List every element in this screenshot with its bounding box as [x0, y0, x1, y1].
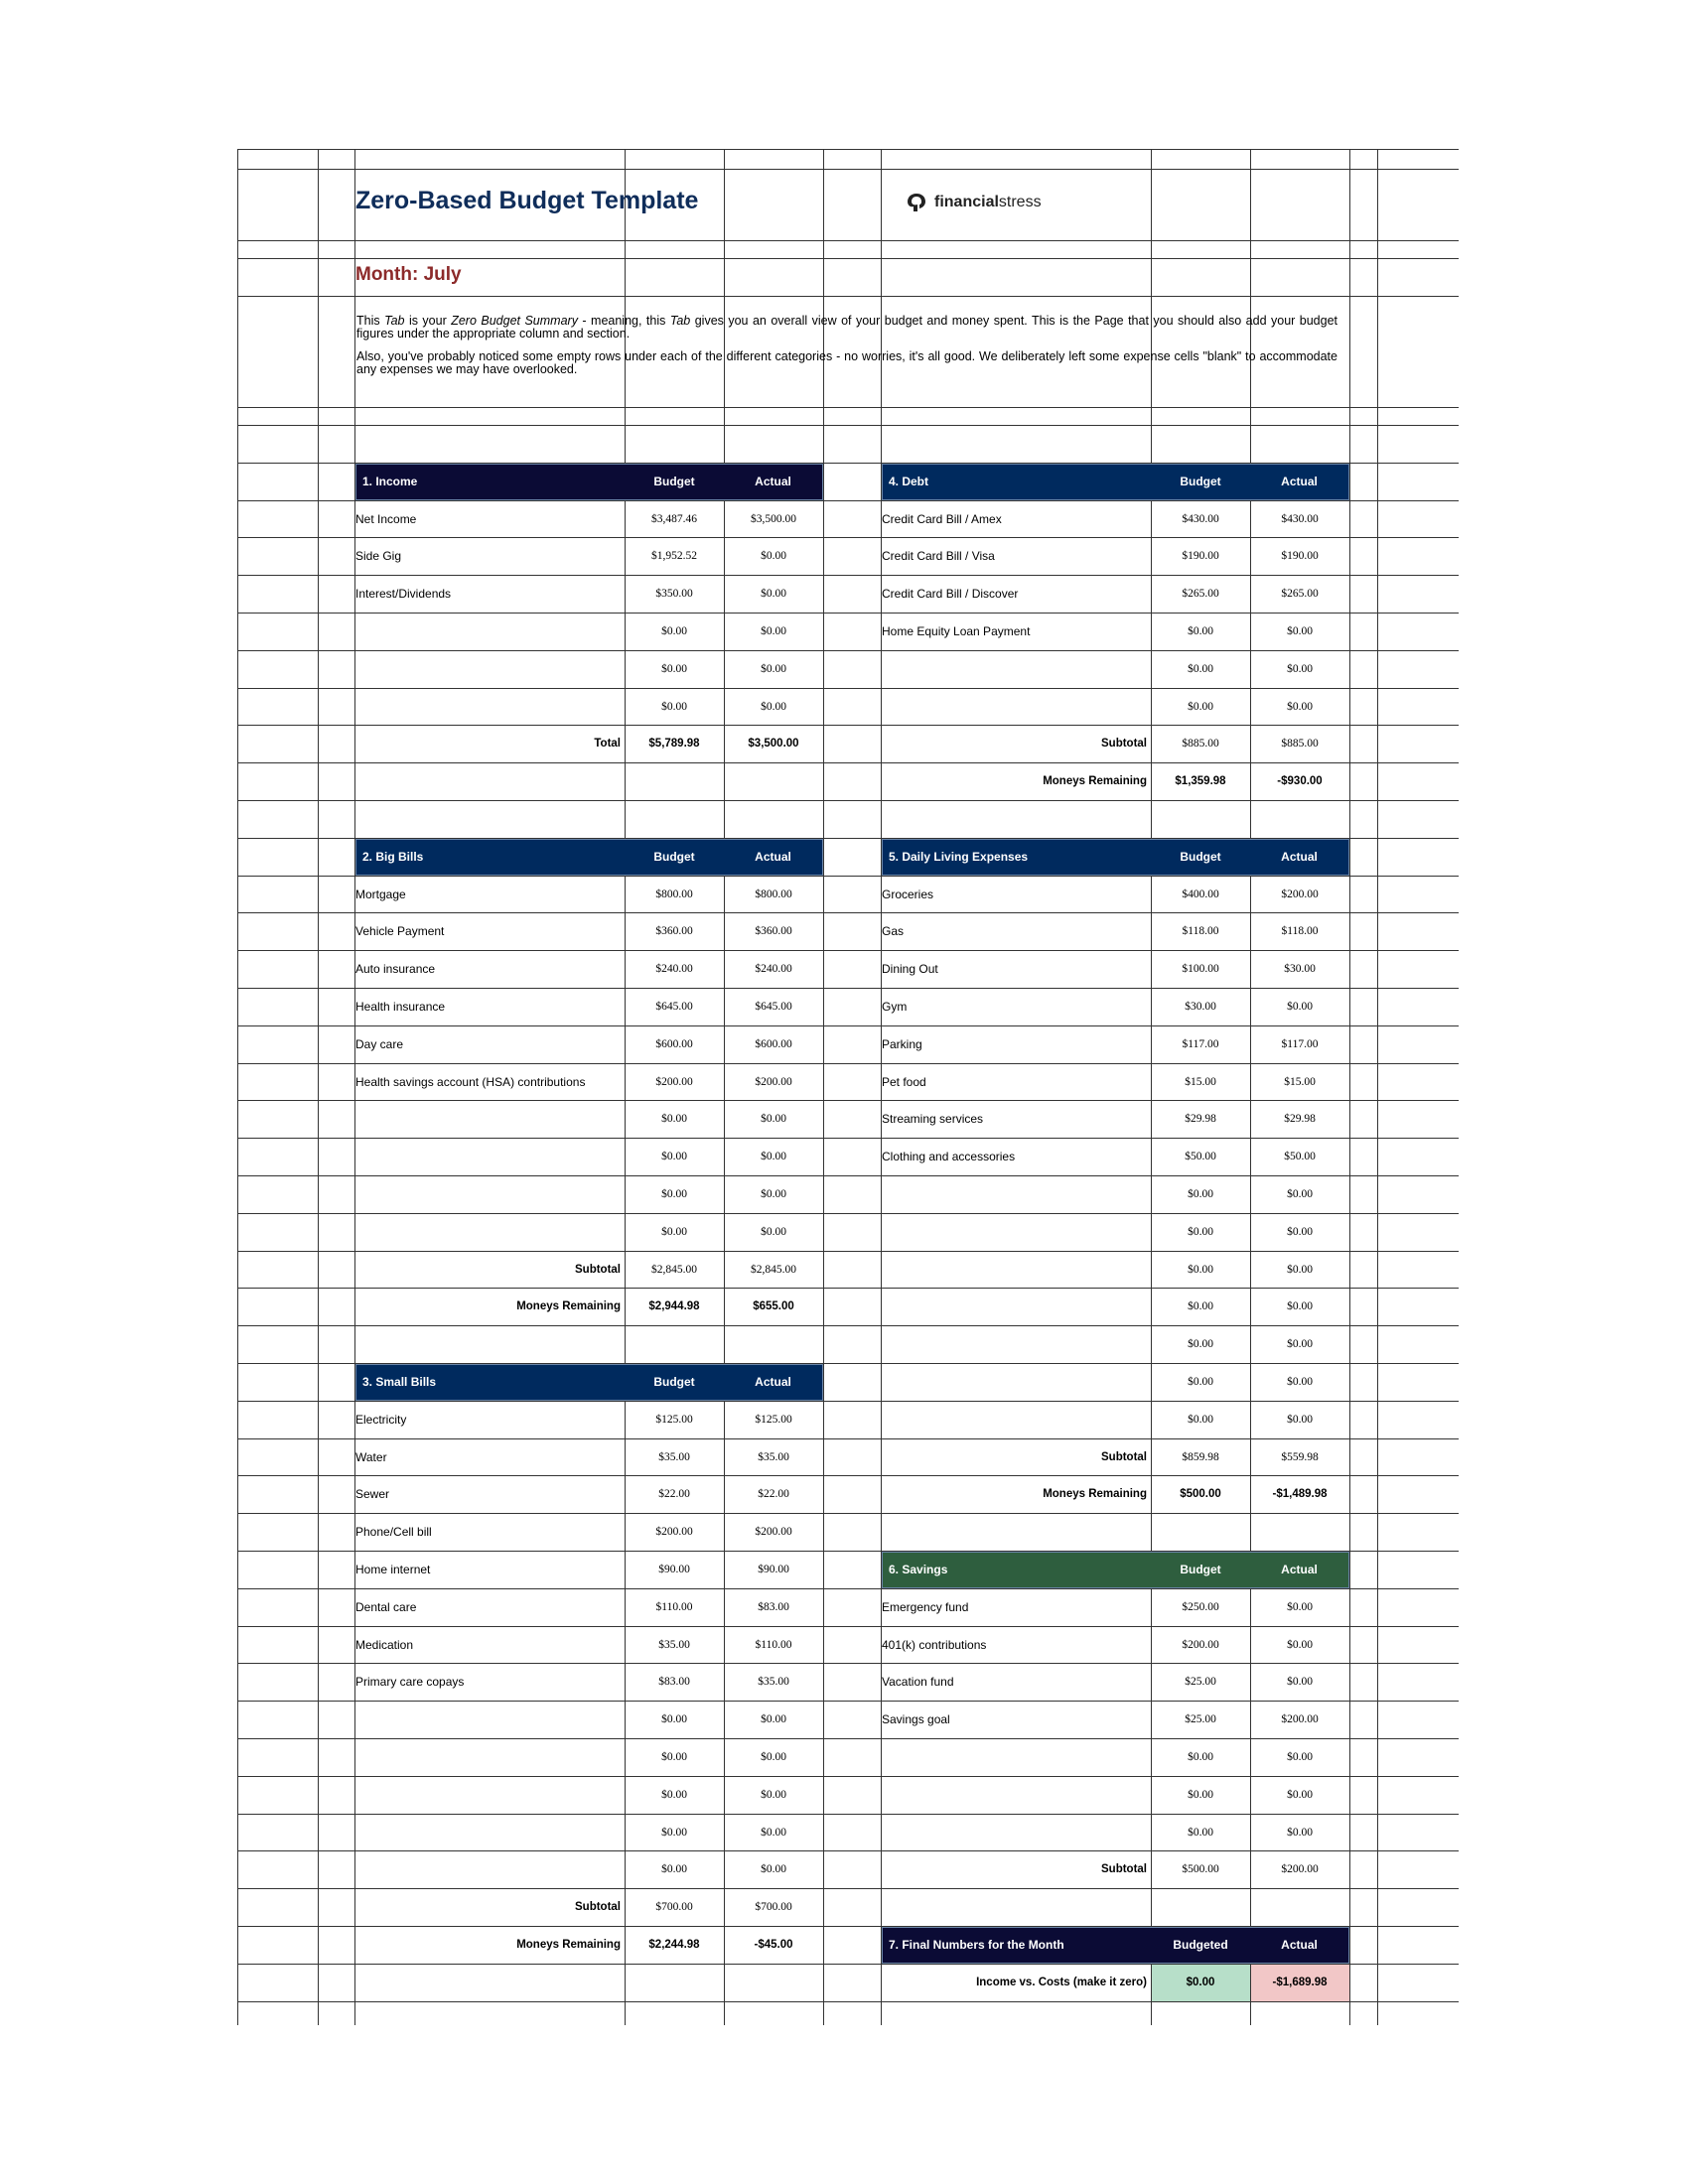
savings-row-actual: $0.00 — [1287, 1789, 1313, 1801]
big-bills-row-actual: $645.00 — [755, 1001, 792, 1013]
big-bills-row-budget: $200.00 — [655, 1075, 693, 1088]
savings-header-budget: Budget — [1180, 1563, 1221, 1576]
income-header-budget: Budget — [653, 475, 695, 488]
final-row-actual: -$1,689.98 — [1272, 1977, 1328, 1988]
big-bills-subtotal-label: Subtotal — [575, 1263, 621, 1276]
income-row-budget: $350.00 — [655, 588, 693, 600]
daily-living-row-actual: $0.00 — [1287, 1226, 1313, 1238]
big-bills-row-budget: $600.00 — [655, 1038, 693, 1050]
daily-living-row-actual: $0.00 — [1287, 1188, 1313, 1200]
daily-living-row-budget: $0.00 — [1188, 1376, 1213, 1388]
small-bills-row-actual: $200.00 — [755, 1526, 792, 1538]
small-bills-row-label: Electricity — [355, 1413, 407, 1427]
daily-living-row-budget: $0.00 — [1188, 1226, 1213, 1238]
big-bills-subtotal-budget: $2,845.00 — [651, 1263, 697, 1276]
intro-paragraph-2: Also, you've probably noticed some empty rows under each of the different categories - no worries, it's all good. We deliberately left some expense cells "blank" to accommodate any expenses we may have overlooked. — [356, 349, 1337, 376]
savings-row-actual: $0.00 — [1287, 1638, 1313, 1651]
daily-living-row-label: Streaming services — [882, 1112, 984, 1126]
intro-text: - meaning, this — [577, 314, 670, 328]
budget-spreadsheet — [237, 149, 1459, 2025]
small-bills-row-label: Sewer — [355, 1487, 390, 1501]
big-bills-row-actual: $0.00 — [761, 1113, 786, 1125]
small-bills-row-actual: $0.00 — [761, 1826, 786, 1839]
savings-row-budget: $25.00 — [1185, 1676, 1216, 1688]
big-bills-row-actual: $0.00 — [761, 1151, 786, 1162]
daily-living-row-budget: $15.00 — [1185, 1075, 1216, 1088]
small-bills-row-budget: $90.00 — [658, 1564, 690, 1575]
small-bills-remaining-budget: $2,244.98 — [648, 1939, 700, 1951]
savings-subtotal-budget: $500.00 — [1182, 1863, 1219, 1875]
savings-subtotal-actual: $200.00 — [1281, 1863, 1319, 1875]
income-row-budget: $3,487.46 — [651, 512, 697, 525]
daily-living-row-actual: $0.00 — [1287, 1001, 1313, 1013]
savings-subtotal-label: Subtotal — [1101, 1863, 1147, 1875]
debt-row-budget: $0.00 — [1188, 625, 1213, 637]
final-row-label: Income vs. Costs (make it zero) — [976, 1977, 1147, 1988]
small-bills-row-actual: $0.00 — [761, 1789, 786, 1801]
daily-living-row-actual: $50.00 — [1284, 1151, 1316, 1162]
savings-row-actual: $0.00 — [1287, 1601, 1313, 1613]
small-bills-row-budget: $125.00 — [655, 1414, 693, 1426]
small-bills-row-budget: $0.00 — [661, 1789, 687, 1801]
debt-row-budget: $190.00 — [1182, 550, 1219, 562]
daily-living-row-label: Clothing and accessories — [882, 1150, 1016, 1163]
big-bills-row-label: Auto insurance — [355, 962, 436, 976]
small-bills-row-actual: $35.00 — [758, 1676, 789, 1688]
big-bills-header-title: 2. Big Bills — [362, 850, 424, 864]
big-bills-row-label: Health savings account (HSA) contributions — [355, 1074, 586, 1089]
small-bills-row-label: Dental care — [355, 1600, 417, 1614]
income-row-budget: $0.00 — [661, 663, 687, 675]
small-bills-row-budget: $22.00 — [658, 1488, 690, 1500]
daily-living-row-actual: $30.00 — [1284, 963, 1316, 975]
income-row-actual: $3,500.00 — [751, 512, 796, 525]
income-header-title: 1. Income — [362, 475, 418, 488]
daily-living-row-label: Gas — [882, 924, 905, 938]
big-bills-row-actual: $800.00 — [755, 887, 792, 900]
small-bills-row-actual: $35.00 — [758, 1450, 789, 1463]
logo-text — [934, 194, 1042, 211]
small-bills-row-label: Water — [355, 1449, 387, 1464]
small-bills-row-actual: $0.00 — [761, 1751, 786, 1763]
daily-living-subtotal-budget: $859.98 — [1182, 1450, 1219, 1463]
small-bills-remaining-actual: -$45.00 — [754, 1939, 793, 1951]
daily-living-header-title: 5. Daily Living Expenses — [889, 850, 1029, 864]
small-bills-row-budget: $0.00 — [661, 1863, 687, 1875]
intro-text-italic: Tab — [669, 314, 691, 328]
logo-text-bold: financial — [934, 194, 999, 210]
big-bills-row-actual: $0.00 — [761, 1188, 786, 1200]
small-bills-row-budget: $35.00 — [658, 1450, 690, 1463]
small-bills-row-label: Home internet — [355, 1563, 431, 1576]
debt-subtotal-label: Subtotal — [1101, 738, 1147, 750]
daily-living-row-actual: $200.00 — [1281, 887, 1319, 900]
small-bills-row-actual: $125.00 — [755, 1414, 792, 1426]
final-numbers-header-title: 7. Final Numbers for the Month — [889, 1938, 1064, 1952]
big-bills-row-actual: $240.00 — [755, 963, 792, 975]
daily-living-row-actual: $117.00 — [1281, 1038, 1319, 1050]
debt-row-label: Credit Card Bill / Discover — [882, 587, 1019, 601]
debt-row-actual: $190.00 — [1281, 550, 1319, 562]
savings-row-budget: $25.00 — [1185, 1713, 1216, 1725]
small-bills-header-actual: Actual — [755, 1375, 791, 1389]
intro-text-italic: Zero Budget Summary — [451, 314, 578, 328]
income-row-label: Interest/Dividends — [355, 587, 452, 601]
small-bills-header-budget: Budget — [653, 1375, 695, 1389]
brand-logo — [905, 191, 1042, 214]
big-bills-row-label: Health insurance — [355, 1000, 446, 1014]
small-bills-row-label: Primary care copays — [355, 1675, 465, 1689]
daily-living-remaining-budget: $500.00 — [1180, 1488, 1221, 1500]
income-header-actual: Actual — [755, 475, 791, 488]
debt-row-budget: $265.00 — [1182, 588, 1219, 600]
daily-living-row-budget: $400.00 — [1182, 887, 1219, 900]
savings-row-actual: $0.00 — [1287, 1826, 1313, 1839]
daily-living-row-label: Pet food — [882, 1074, 926, 1089]
intro-text: This — [356, 314, 385, 328]
big-bills-header-actual: Actual — [755, 850, 791, 864]
big-bills-row-label: Mortgage — [355, 887, 406, 901]
daily-living-row-actual: $0.00 — [1287, 1376, 1313, 1388]
debt-row-budget: $0.00 — [1188, 663, 1213, 675]
income-row-label: Side Gig — [355, 549, 402, 563]
savings-row-budget: $0.00 — [1188, 1826, 1213, 1839]
debt-row-actual: $265.00 — [1281, 588, 1319, 600]
savings-row-label: Savings goal — [882, 1712, 950, 1726]
savings-header-title: 6. Savings — [889, 1563, 948, 1576]
daily-living-row-actual: $29.98 — [1284, 1113, 1316, 1125]
small-bills-remaining-label: Moneys Remaining — [516, 1939, 621, 1951]
daily-living-remaining-label: Moneys Remaining — [1043, 1488, 1147, 1500]
income-row-actual: $0.00 — [761, 550, 786, 562]
savings-row-label: Vacation fund — [882, 1675, 954, 1689]
income-row-actual: $0.00 — [761, 625, 786, 637]
savings-row-label: Emergency fund — [882, 1600, 969, 1614]
small-bills-row-actual: $0.00 — [761, 1863, 786, 1875]
big-bills-row-budget: $800.00 — [655, 887, 693, 900]
debt-row-budget: $430.00 — [1182, 512, 1219, 525]
daily-living-subtotal-label: Subtotal — [1101, 1450, 1147, 1463]
debt-remaining-actual: -$930.00 — [1277, 775, 1323, 787]
big-bills-row-actual: $200.00 — [755, 1075, 792, 1088]
daily-living-row-budget: $100.00 — [1182, 963, 1219, 975]
daily-living-row-budget: $29.98 — [1185, 1113, 1216, 1125]
big-bills-row-budget: $0.00 — [661, 1226, 687, 1238]
small-bills-header-title: 3. Small Bills — [362, 1375, 437, 1389]
daily-living-row-label: Dining Out — [882, 962, 938, 976]
daily-living-row-budget: $0.00 — [1188, 1338, 1213, 1350]
big-bills-row-actual: $360.00 — [755, 925, 792, 937]
daily-living-remaining-actual: -$1,489.98 — [1272, 1488, 1328, 1500]
final-row-budgeted: $0.00 — [1186, 1977, 1215, 1988]
big-bills-header-budget: Budget — [653, 850, 695, 864]
small-bills-row-budget: $83.00 — [658, 1676, 690, 1688]
small-bills-row-actual: $0.00 — [761, 1713, 786, 1725]
big-bills-row-label: Day care — [355, 1037, 404, 1051]
daily-living-row-actual: $15.00 — [1284, 1075, 1316, 1088]
small-bills-subtotal-budget: $700.00 — [655, 1901, 693, 1913]
small-bills-row-budget: $200.00 — [655, 1526, 693, 1538]
small-bills-subtotal-actual: $700.00 — [755, 1901, 792, 1913]
debt-row-actual: $0.00 — [1287, 663, 1313, 675]
daily-living-header-actual: Actual — [1281, 850, 1318, 864]
big-bills-subtotal-actual: $2,845.00 — [751, 1263, 796, 1276]
debt-remaining-budget: $1,359.98 — [1175, 775, 1226, 787]
savings-row-actual: $0.00 — [1287, 1676, 1313, 1688]
small-bills-subtotal-label: Subtotal — [575, 1901, 621, 1913]
page-title: Zero-Based Budget Template — [355, 187, 699, 214]
debt-row-actual: $430.00 — [1281, 512, 1319, 525]
big-bills-row-actual: $0.00 — [761, 1226, 786, 1238]
income-total-budget: $5,789.98 — [648, 738, 700, 750]
daily-living-row-label: Parking — [882, 1037, 922, 1051]
savings-row-label: 401(k) contributions — [882, 1637, 987, 1652]
debt-row-label: Credit Card Bill / Visa — [882, 549, 995, 563]
financialstress-logo-icon — [905, 191, 928, 214]
income-total-actual: $3,500.00 — [748, 738, 799, 750]
small-bills-row-budget: $110.00 — [655, 1601, 693, 1613]
daily-living-row-budget: $0.00 — [1188, 1414, 1213, 1426]
big-bills-remaining-label: Moneys Remaining — [516, 1300, 621, 1312]
daily-living-row-label: Gym — [882, 1000, 908, 1014]
income-row-actual: $0.00 — [761, 663, 786, 675]
small-bills-row-label: Phone/Cell bill — [355, 1525, 432, 1539]
big-bills-row-label: Vehicle Payment — [355, 924, 445, 938]
intro-text-italic: Tab — [384, 314, 405, 328]
daily-living-row-budget: $118.00 — [1182, 925, 1219, 937]
income-row-budget: $0.00 — [661, 625, 687, 637]
debt-subtotal-actual: $885.00 — [1281, 738, 1319, 750]
debt-row-actual: $0.00 — [1287, 700, 1313, 713]
small-bills-row-label: Medication — [355, 1637, 414, 1652]
savings-row-budget: $200.00 — [1182, 1638, 1219, 1651]
intro-text: gives you an overall view of your budget and money spent. This is the Page that you should also add your budget figures under the appropriate column and section. — [356, 314, 1338, 341]
debt-row-label: Credit Card Bill / Amex — [882, 511, 1002, 526]
income-row-budget: $0.00 — [661, 700, 687, 713]
small-bills-row-actual: $110.00 — [755, 1638, 792, 1651]
savings-row-budget: $0.00 — [1188, 1751, 1213, 1763]
big-bills-row-budget: $0.00 — [661, 1113, 687, 1125]
daily-living-row-budget: $30.00 — [1185, 1001, 1216, 1013]
daily-living-row-budget: $0.00 — [1188, 1188, 1213, 1200]
big-bills-row-budget: $360.00 — [655, 925, 693, 937]
daily-living-row-budget: $0.00 — [1188, 1300, 1213, 1312]
debt-row-label: Home Equity Loan Payment — [882, 624, 1031, 638]
big-bills-row-budget: $0.00 — [661, 1188, 687, 1200]
savings-header-actual: Actual — [1281, 1563, 1318, 1576]
debt-row-budget: $0.00 — [1188, 700, 1213, 713]
small-bills-row-budget: $35.00 — [658, 1638, 690, 1651]
savings-row-budget: $0.00 — [1188, 1789, 1213, 1801]
small-bills-row-budget: $0.00 — [661, 1713, 687, 1725]
daily-living-row-label: Groceries — [882, 887, 934, 901]
income-row-actual: $0.00 — [761, 588, 786, 600]
big-bills-remaining-actual: $655.00 — [753, 1300, 794, 1312]
intro-paragraph-1 — [356, 315, 1337, 341]
small-bills-row-budget: $0.00 — [661, 1826, 687, 1839]
final-numbers-header-budget: Budgeted — [1173, 1938, 1228, 1952]
daily-living-row-budget: $50.00 — [1185, 1151, 1216, 1162]
daily-living-row-budget: $0.00 — [1188, 1263, 1213, 1276]
big-bills-row-budget: $645.00 — [655, 1001, 693, 1013]
debt-row-actual: $0.00 — [1287, 625, 1313, 637]
big-bills-row-budget: $0.00 — [661, 1151, 687, 1162]
debt-subtotal-budget: $885.00 — [1182, 738, 1219, 750]
daily-living-row-actual: $118.00 — [1281, 925, 1319, 937]
debt-header-budget: Budget — [1180, 475, 1221, 488]
small-bills-row-budget: $0.00 — [661, 1751, 687, 1763]
small-bills-row-actual: $83.00 — [758, 1601, 789, 1613]
income-row-budget: $1,952.52 — [651, 550, 697, 562]
logo-text-regular: stress — [998, 194, 1042, 210]
income-row-label: Net Income — [355, 511, 417, 526]
income-row-actual: $0.00 — [761, 700, 786, 713]
intro-text: is your — [404, 314, 452, 328]
debt-header-actual: Actual — [1281, 475, 1318, 488]
final-numbers-header-actual: Actual — [1281, 1938, 1318, 1952]
big-bills-remaining-budget: $2,944.98 — [648, 1300, 700, 1312]
daily-living-subtotal-actual: $559.98 — [1281, 1450, 1319, 1463]
daily-living-row-actual: $0.00 — [1287, 1414, 1313, 1426]
daily-living-row-actual: $0.00 — [1287, 1300, 1313, 1312]
daily-living-row-budget: $117.00 — [1182, 1038, 1219, 1050]
daily-living-row-actual: $0.00 — [1287, 1338, 1313, 1350]
savings-row-actual: $0.00 — [1287, 1751, 1313, 1763]
daily-living-row-actual: $0.00 — [1287, 1263, 1313, 1276]
income-total-label: Total — [594, 738, 621, 750]
savings-row-actual: $200.00 — [1281, 1713, 1319, 1725]
savings-row-budget: $250.00 — [1182, 1601, 1219, 1613]
big-bills-row-budget: $240.00 — [655, 963, 693, 975]
daily-living-header-budget: Budget — [1180, 850, 1221, 864]
small-bills-row-actual: $22.00 — [758, 1488, 789, 1500]
debt-header-title: 4. Debt — [889, 475, 929, 488]
big-bills-row-actual: $600.00 — [755, 1038, 792, 1050]
debt-remaining-label: Moneys Remaining — [1043, 775, 1147, 787]
month-label: Month: July — [355, 264, 462, 285]
small-bills-row-actual: $90.00 — [758, 1564, 789, 1575]
